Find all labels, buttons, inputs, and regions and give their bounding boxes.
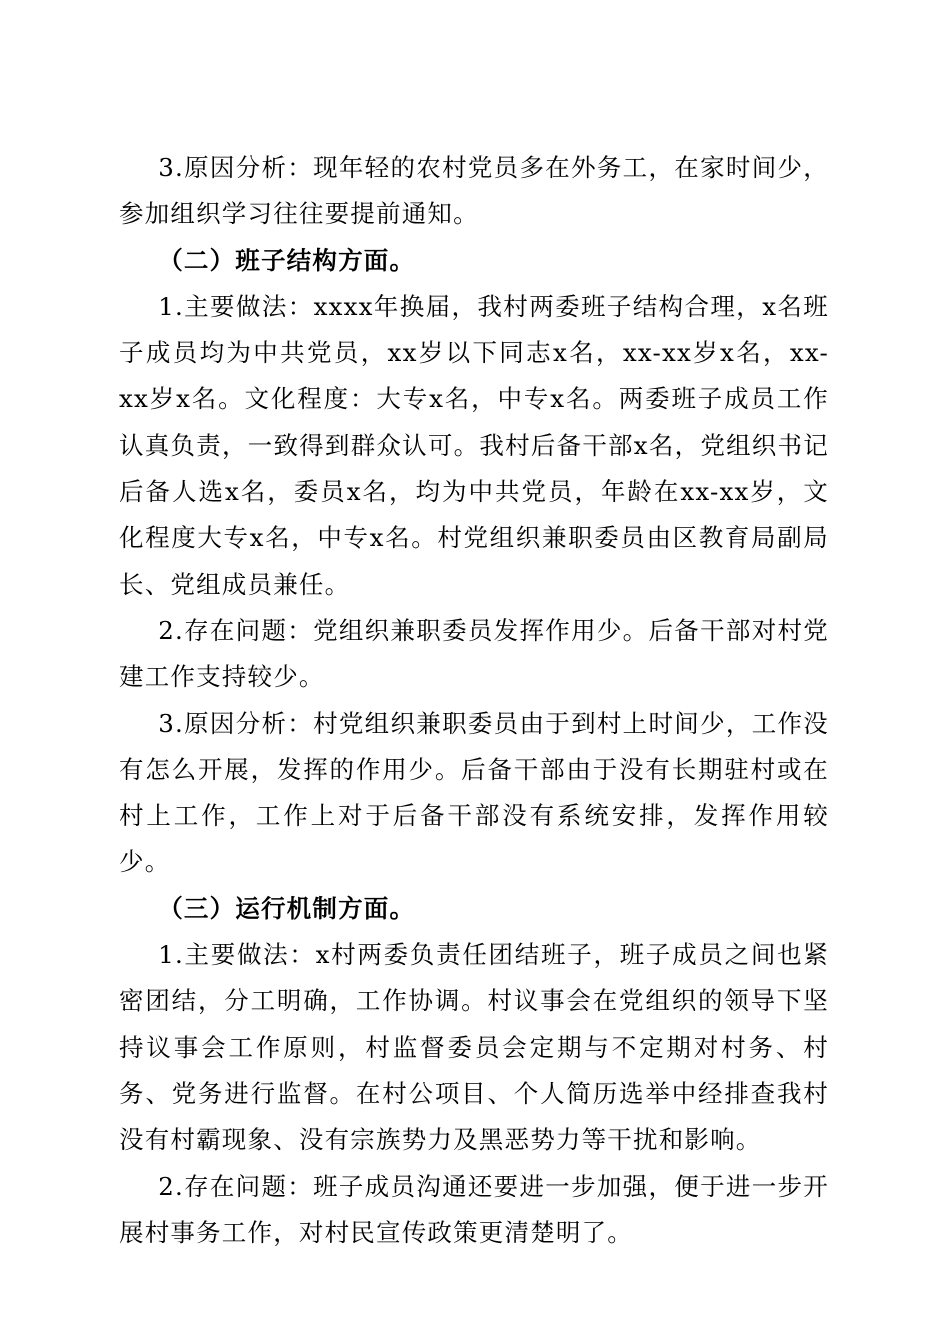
- paragraph-cause-analysis-membership: 3.原因分析：现年轻的农村党员多在外务工，在家时间少，参加组织学习往往要提前通知。: [119, 153, 829, 229]
- paragraph-main-practice-mechanism: 1.主要做法：x村两委负责任团结班子，班子成员之间也紧密团结，分工明确，工作协调。村议事会在党组织的领导下坚持议事会工作原则，村监督委员会定期与不定期对村务、村务、党务进行监督。在村公项目、个人简历选举中经排查我村没有村霸现象、没有宗族势力及黑恶势力等干扰和影响。: [119, 940, 829, 1155]
- section-heading-team-structure: （二）班子结构方面。: [158, 245, 416, 275]
- paragraph-existing-problem-mechanism: 2.存在问题：班子成员沟通还要进一步加强，便于进一步开展村事务工作，对村民宣传政策更清楚明了。: [119, 1171, 829, 1247]
- paragraph-existing-problem-structure: 2.存在问题：党组织兼职委员发挥作用少。后备干部对村党建工作支持较少。: [119, 615, 829, 692]
- paragraph-cause-analysis-structure: 3.原因分析：村党组织兼职委员由于到村上时间少，工作没有怎么开展，发挥的作用少。后备干部由于没有长期驻村或在村上工作，工作上对于后备干部没有系统安排，发挥作用较少。: [119, 708, 829, 877]
- document-body: [119, 145, 829, 1256]
- section-heading-operating-mechanism: （三）运行机制方面。: [158, 893, 416, 923]
- paragraph-main-practice-structure: 1.主要做法：xxxx年换届，我村两委班子结构合理，x名班子成员均为中共党员，xx岁以下同志x名，xx-xx岁x名，xx-xx岁x名。文化程度：大专x名，中专x名。两委班子成员工作认真负责，一致得到群众认可。我村后备干部x名，党组织书记后备人选x名，委员x名，均为中共党员，年龄在xx-xx岁，文化程度大专x名，中专x名。村党组织兼职委员由区教育局副局长、党组成员兼任。: [119, 291, 829, 599]
